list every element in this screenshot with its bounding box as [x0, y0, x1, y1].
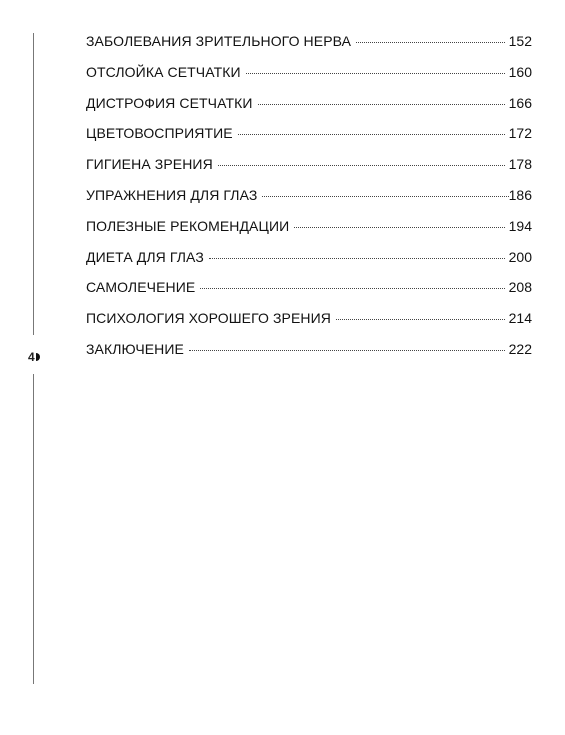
toc-entry-title: САМОЛЕЧЕНИЕ: [86, 279, 196, 296]
toc-entry-page: 152: [508, 33, 532, 49]
toc-entry[interactable]: [86, 153, 532, 184]
toc-entry-title: ЗАКЛЮЧЕНИЕ: [86, 340, 184, 357]
dot-leader: [356, 42, 505, 43]
toc-entry-page: 178: [508, 156, 532, 173]
toc-entry[interactable]: [86, 61, 532, 92]
page-marker: [28, 349, 40, 365]
toc-entry-title: ДИЕТА ДЛЯ ГЛАЗ: [86, 248, 204, 265]
toc-entry-page: 222: [508, 340, 532, 357]
toc-entry[interactable]: [86, 246, 532, 277]
dot-leader: [189, 350, 505, 351]
toc-entry-page: 186: [508, 186, 532, 203]
dot-leader: [336, 319, 505, 320]
toc-entry-title: ПСИХОЛОГИЯ ХОРОШЕГО ЗРЕНИЯ: [86, 310, 332, 327]
toc-entry-page: 208: [508, 279, 532, 296]
left-margin-rule-top: [33, 33, 34, 335]
half-circle-icon: [36, 353, 40, 361]
table-of-contents: [86, 30, 532, 369]
page-number: 4: [28, 350, 35, 364]
dot-leader: [200, 288, 504, 289]
toc-entry-title: ГИГИЕНА ЗРЕНИЯ: [86, 156, 213, 173]
dot-leader: [238, 134, 505, 135]
toc-entry[interactable]: [86, 307, 532, 338]
toc-entry-title: ЦВЕТОВОСПРИЯТИЕ: [86, 125, 233, 142]
dot-leader: [262, 196, 508, 197]
dot-leader: [218, 165, 505, 166]
toc-entry-title: ДИСТРОФИЯ СЕТЧАТКИ: [86, 94, 253, 111]
toc-entry-title: ЗАБОЛЕВАНИЯ ЗРИТЕЛЬНОГО НЕРВА: [86, 33, 352, 49]
toc-entry[interactable]: [86, 92, 532, 123]
toc-entry-title: ОТСЛОЙКА СЕТЧАТКИ: [86, 63, 241, 80]
dot-leader: [258, 104, 505, 105]
dot-leader: [246, 73, 505, 74]
toc-entry[interactable]: [86, 215, 532, 246]
toc-entry-page: 172: [508, 125, 532, 142]
toc-entry-title: УПРАЖНЕНИЯ ДЛЯ ГЛАЗ: [86, 186, 258, 203]
toc-entry-page: 160: [508, 63, 532, 80]
toc-entry-title: ПОЛЕЗНЫЕ РЕКОМЕНДАЦИИ: [86, 217, 290, 234]
toc-entry-page: 200: [508, 248, 532, 265]
toc-entry-page: 194: [508, 217, 532, 234]
dot-leader: [209, 258, 505, 259]
toc-entry-page: 214: [508, 310, 532, 327]
toc-entry[interactable]: [86, 122, 532, 153]
toc-entry[interactable]: [86, 184, 532, 215]
toc-entry[interactable]: [86, 338, 532, 369]
toc-entry-page: 166: [508, 94, 532, 111]
toc-entry[interactable]: [86, 276, 532, 307]
toc-entry[interactable]: [86, 30, 532, 61]
left-margin-rule-bottom: [33, 374, 34, 684]
dot-leader: [294, 227, 504, 228]
